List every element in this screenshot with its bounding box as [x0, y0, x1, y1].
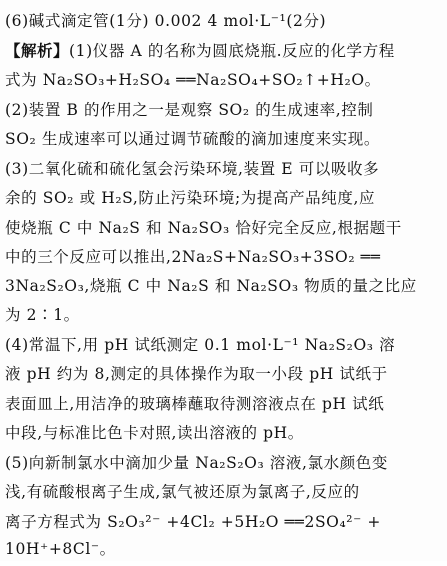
analysis-line-16: 浅,有硫酸根离子生成,氯气被还原为氯离子,反应的 [5, 483, 360, 501]
analysis-line-7: 使烧瓶 C 中 Na₂S 和 Na₂SO₃ 恰好完全反应,根据题干 [5, 219, 402, 237]
analysis-line-1-text: (1)仪器 A 的名称为圆底烧瓶.反应的化学方程 [69, 42, 395, 60]
analysis-line-9: 3Na₂S₂O₃,烧瓶 C 中 Na₂S 和 Na₂SO₃ 物质的量之比应 [5, 277, 417, 295]
analysis-line-8: 中的三个反应可以推出,2Na₂S+Na₂SO₃+3SO₂ ══ [5, 248, 381, 266]
analysis-line-5: (3)二氧化硫和硫化氢会污染环境,装置 E 可以吸收多 [5, 160, 380, 178]
analysis-label: 【解析】 [5, 42, 70, 60]
analysis-line-18: 10H⁺+8Cl⁻。 [5, 540, 116, 558]
analysis-line-2: 式为 Na₂SO₃+H₂SO₄ ══Na₂SO₄+SO₂↑+H₂O。 [5, 71, 381, 89]
analysis-line-4: SO₂ 生成速率可以通过调节硫酸的滴加速度来实现。 [5, 130, 380, 148]
analysis-line-6: 余的 SO₂ 或 H₂S,防止污染环境;为提高产品纯度,应 [5, 189, 376, 207]
analysis-line-10: 为 2∶1。 [5, 306, 80, 324]
analysis-line-13: 表面皿上,用洁净的玻璃棒蘸取待测溶液点在 pH 试纸 [5, 395, 385, 413]
analysis-line-14: 中段,与标准比色卡对照,读出溶液的 pH。 [5, 424, 304, 442]
analysis-line-15: (5)向新制氯水中滴加少量 Na₂S₂O₃ 溶液,氯水颜色变 [5, 454, 389, 472]
analysis-line-3: (2)装置 B 的作用之一是观察 SO₂ 的生成速率,控制 [5, 101, 374, 119]
analysis-line-12: 液 pH 约为 8,测定的具体操作为取一小段 pH 试纸于 [5, 365, 388, 383]
answer-line-6: (6)碱式滴定管(1分) 0.002 4 mol·L⁻¹(2分) [5, 12, 327, 30]
analysis-line-17: 离子方程式为 S₂O₃²⁻ +4Cl₂ +5H₂O ══2SO₄²⁻ + [5, 513, 381, 531]
analysis-line-11: (4)常温下,用 pH 试纸测定 0.1 mol·L⁻¹ Na₂S₂O₃ 溶 [5, 336, 396, 354]
